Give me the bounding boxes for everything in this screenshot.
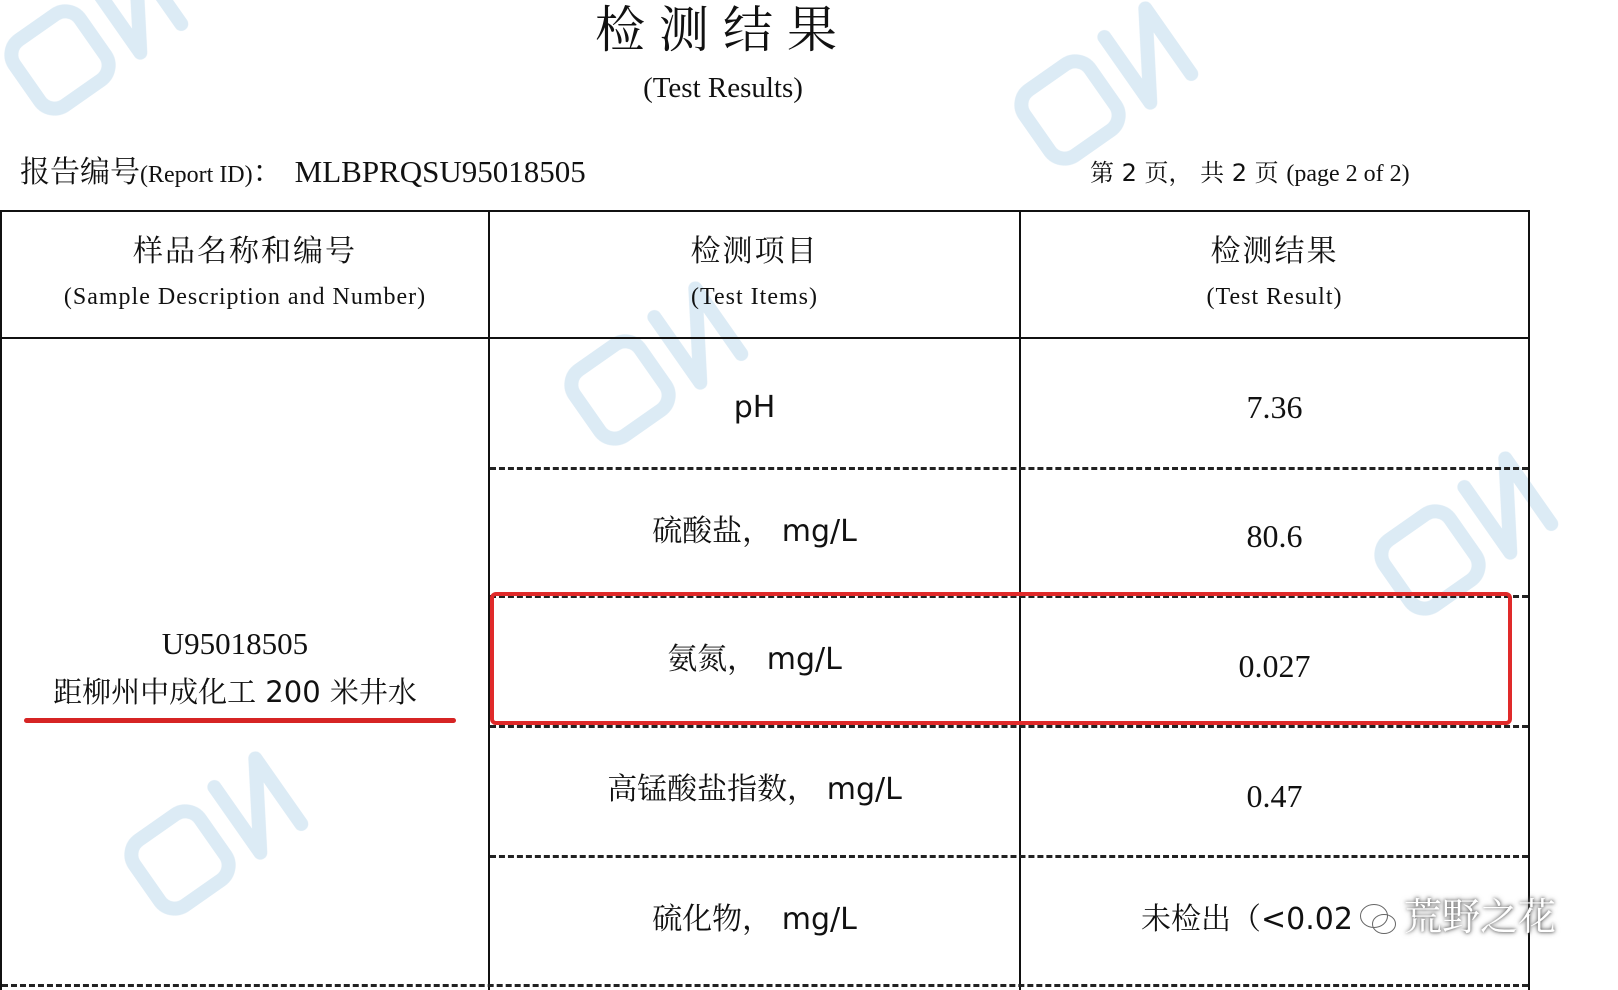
column-header-test-items-en: (Test Items): [691, 284, 818, 310]
table-left-border: [0, 210, 2, 990]
report-id-separator: ：: [252, 155, 283, 190]
sample-description: 距柳州中成化工 200 米井水: [53, 675, 417, 709]
test-item-ammonia-nitrogen: 氨氮， mg/L: [667, 642, 842, 677]
row-separator: [490, 855, 1528, 858]
table-top-border: [0, 210, 1530, 212]
column-header-sample-zh: 样品名称和编号: [133, 234, 357, 269]
report-id-value: MLBPRQSU95018505: [294, 154, 586, 189]
test-result-sulfate: 80.6: [1246, 518, 1303, 554]
report-id-label-en: (Report ID): [140, 162, 253, 188]
document-title: 检测结果: [595, 1, 851, 59]
test-result-permanganate-index: 0.47: [1246, 778, 1303, 814]
row-separator: [490, 467, 1528, 470]
sample-description-underline: [24, 718, 456, 723]
source-stamp: [1358, 894, 1556, 940]
watermark-logo: [124, 758, 301, 915]
column-header-test-items-zh: 检测项目: [690, 234, 819, 269]
row-separator: [2, 984, 1528, 987]
test-result-sulfide: 未检出（<0.02: [1141, 902, 1353, 937]
test-result-ammonia-nitrogen: 0.027: [1238, 648, 1311, 684]
source-stamp-text: 荒野之花: [1404, 895, 1557, 939]
column-header-test-result: [1021, 232, 1528, 314]
highlight-box: [490, 592, 1512, 725]
test-item-sulfide: 硫化物， mg/L: [652, 902, 857, 937]
sample-number: U95018505: [161, 626, 309, 661]
column-header-test-result-zh: 检测结果: [1210, 234, 1339, 269]
chat-bubble-icon: [1358, 900, 1398, 940]
test-item-permanganate-index: 高锰酸盐指数， mg/L: [607, 772, 902, 807]
column-header-sample: [2, 232, 488, 314]
test-item-sulfate: 硫酸盐， mg/L: [652, 514, 857, 549]
page-indicator: [1090, 156, 1410, 191]
test-result-ph: 7.36: [1246, 389, 1303, 425]
column-header-sample-en: (Sample Description and Number): [63, 284, 427, 310]
document-subtitle: (Test Results): [643, 72, 803, 104]
table-header-border: [0, 337, 1530, 339]
page-indicator-zh: 第 2 页， 共 2 页: [1090, 159, 1279, 187]
report-id-line: [20, 152, 586, 195]
page-indicator-en: (page 2 of 2): [1286, 161, 1410, 187]
row-separator: [490, 725, 1528, 728]
column-header-test-result-en: (Test Result): [1206, 284, 1343, 310]
report-id-label-zh: 报告编号: [20, 155, 140, 190]
table-right-border: [1528, 210, 1530, 990]
column-header-test-items: [490, 232, 1019, 314]
test-item-ph: pH: [733, 390, 776, 425]
